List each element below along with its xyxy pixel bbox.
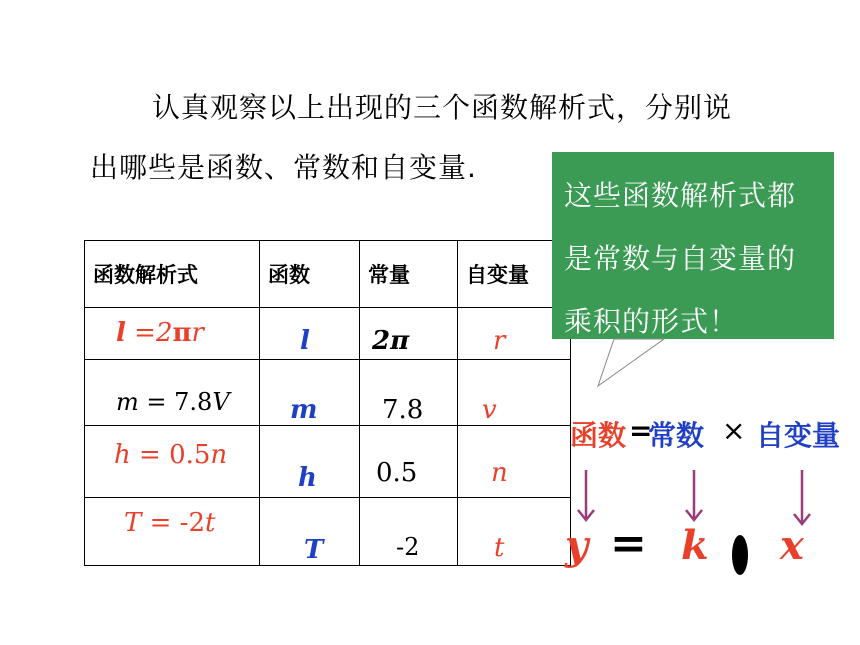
row-2-variable: v bbox=[482, 395, 497, 425]
row-3-formula-text: h = 0.5n bbox=[114, 440, 228, 470]
row-4-variable: t bbox=[494, 533, 505, 563]
header-function: 函数 bbox=[260, 241, 360, 308]
callout-line-3: 乘积的形式！ bbox=[564, 305, 739, 338]
row-3-function: h bbox=[298, 463, 317, 493]
row-2-function: m bbox=[290, 395, 318, 425]
intro-line-2: 出哪些是函数、常数和自变量. bbox=[90, 151, 477, 184]
row-1-variable: r bbox=[493, 326, 506, 356]
word-function: 函数 bbox=[570, 419, 627, 452]
arrow-var bbox=[794, 470, 810, 524]
row-1-constant: 2π bbox=[372, 326, 410, 356]
row-1-function: l bbox=[300, 326, 310, 356]
header-formula: 函数解析式 bbox=[85, 241, 260, 308]
row-2-constant: 7.8 bbox=[382, 395, 424, 425]
word-constant: 常数 bbox=[648, 419, 705, 452]
row-4-function: T bbox=[304, 535, 324, 565]
formula-k: k bbox=[681, 522, 709, 569]
word-variable: 自变量 bbox=[756, 419, 841, 452]
row-4-formula-text: T = -2t bbox=[124, 508, 216, 538]
header-constant: 常量 bbox=[360, 241, 458, 308]
multiply-dot bbox=[732, 535, 748, 575]
word-equals: = bbox=[629, 414, 653, 447]
callout-line-1: 这些函数解析式都 bbox=[564, 179, 797, 212]
row-3-variable: n bbox=[491, 458, 508, 488]
formula-equals: = bbox=[610, 518, 647, 569]
row-1-formula-text: l =2πr bbox=[116, 318, 204, 348]
arrow-const bbox=[686, 470, 702, 520]
row-3-constant: 0.5 bbox=[376, 458, 418, 488]
formula-y: y bbox=[565, 522, 589, 569]
formula-x: x bbox=[780, 522, 804, 569]
intro-line-1: 认真观察以上出现的三个函数解析式，分别说 bbox=[152, 91, 733, 124]
callout-tail bbox=[598, 339, 664, 386]
row-4-constant: -2 bbox=[396, 533, 420, 561]
arrow-func bbox=[578, 470, 594, 520]
header-variable: 自变量 bbox=[458, 241, 571, 308]
word-times: × bbox=[722, 414, 746, 447]
row-2-formula-text: m = 7.8V bbox=[116, 388, 230, 416]
callout-line-2: 是常数与自变量的 bbox=[564, 242, 797, 275]
